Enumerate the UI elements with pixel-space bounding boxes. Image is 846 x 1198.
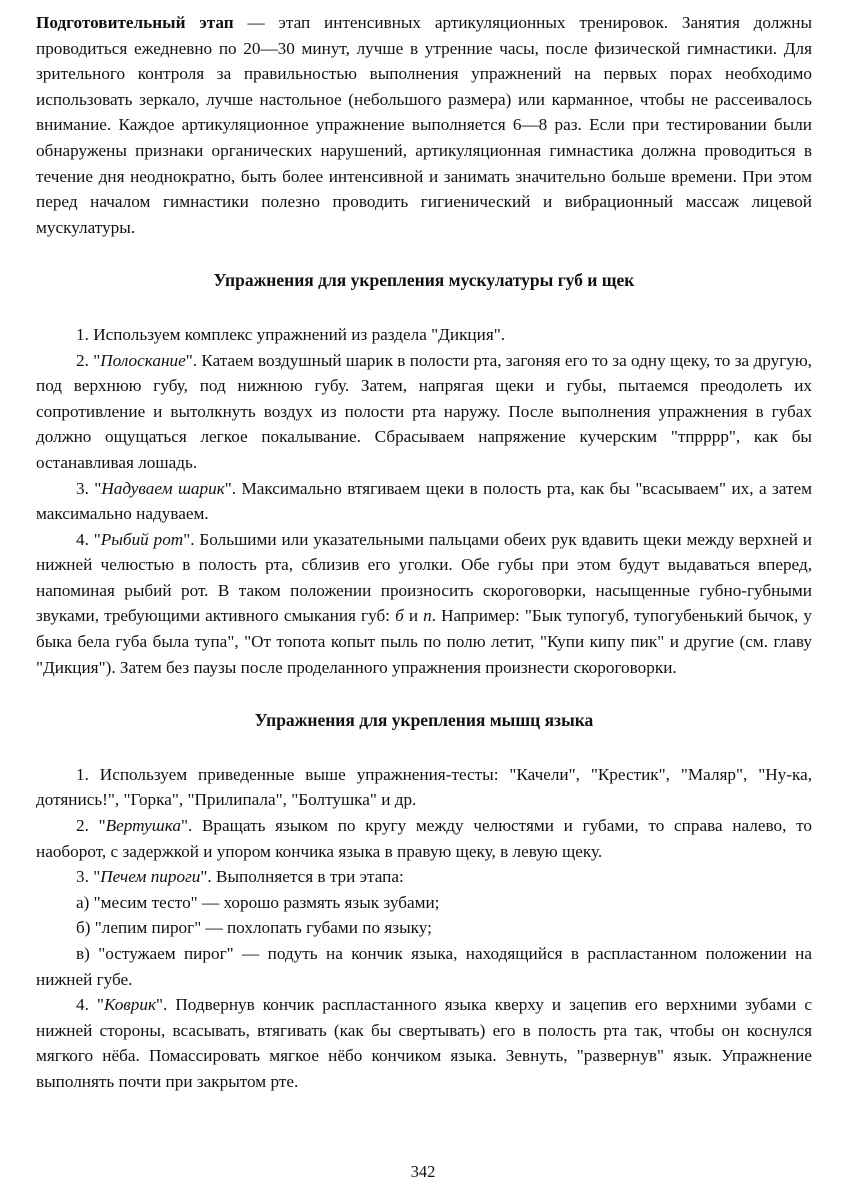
section-heading-tongue: Упражнения для укрепления мышц языка [254, 710, 594, 731]
exercise-title: Коврик [103, 995, 156, 1015]
lips-exercise-2 [36, 348, 812, 476]
lips-exercise-3 [36, 476, 812, 527]
letter-p: п [423, 606, 432, 626]
exercise-title: Надуваем шарик [101, 478, 225, 498]
exercise-title: Вертушка [105, 816, 181, 836]
exercise-description: ". Катаем воздушный шарик в полости рта, загоняя его то за одну щеку, то за другую, под верхнюю губу, под нижнюю губу. Затем, напрягая щеки и губы, пытаемся преодолеть их сопротивление и вытолкнуть воздух из полости рта наружу. После выполнения упражнения в губах должно ощущаться легкое покалывание. Сбрасываем напряжение кучерским "тпрррр", как бы останавливая лошадь. [36, 350, 812, 472]
exercise-description: ". Подвернув кончик распластанного языка кверху и зацепив его верхними зубами с нижней стороны, всасывать, втягивать (как бы свертывать) его в полость рта так, чтобы он коснулся мягкого нёба. Помассировать мягкое нёбо кончиком языка. Зевнуть, "развернув" язык. Упражнение выполнять почти при закрытом рте. [36, 995, 812, 1091]
letter-b: б [395, 606, 404, 626]
exercise-description: ". Выполняется в три этапа: [200, 867, 404, 887]
exercise-number: 4. " [76, 529, 101, 549]
tongue-exercise-3-stage-c: в) "остужаем пирог" — подуть на кончик языка, находящийся в распластанном положении на нижней губе. [36, 944, 812, 989]
page-number: 342 [410, 1162, 436, 1181]
lips-exercise-4 [36, 527, 812, 681]
section-heading-lips-cheeks: Упражнения для укрепления мускулатуры губ и щек [213, 270, 635, 291]
exercise-number: 4. " [76, 995, 104, 1015]
exercise-number: 3. " [76, 478, 102, 498]
tongue-exercise-3-stage-a: а) "месим тесто" — хорошо размять язык зубами; [76, 892, 440, 912]
exercise-title: Полоскание [100, 350, 186, 370]
exercise-description: ". Вращать языком по кругу между челюстями и губами, то справа налево, то наоборот, с задержкой и упором кончика языка в правую щеку, в левую щеку. [36, 816, 812, 861]
lips-exercise-1: 1. Используем комплекс упражнений из раздела "Дикция". [76, 324, 506, 344]
intro-text: — этап интенсивных артикуляционных тренировок. Занятия должны проводиться ежедневно по 20—30 минут, лучше в утренние часы, после физической гимнастики. Для зрительного контроля за правильностью выполнения упражнений на первых порах необходимо использовать зеркало, лучше настольное (небольшого размера) или карманное, чтобы не рассеивалось внимание. Каждое артикуляционное упражнение выполняется 6—8 раз. Если при тестировании были обнаружены признаки органических нарушений, артикуляционная гимнастика должна проводиться в течение дня неоднократно, быть более интенсивной и занимать значительно больше времени. При этом перед началом гимнастики полезно проводить гигиенический и вибрационный массаж лицевой мускулатуры. [36, 13, 812, 237]
tongue-exercise-3-stage-b: б) "лепим пирог" — похлопать губами по языку; [76, 918, 432, 938]
intro-paragraph [36, 10, 812, 240]
exercise-description-cont: . Например: "Бык тупогуб, тупогубенький бычок, у быка бела губа была тупа", "От топота копыт пыль по полю летит, "Купи кипу пик" и другие (см. главу "Дикция"). Затем без паузы после проделанного упражнения произнести скороговорки. [36, 606, 812, 677]
exercise-title: Печем пироги [100, 867, 201, 887]
exercise-number: 3. " [76, 867, 101, 887]
exercise-description: ". Максимально втягиваем щеки в полость рта, как бы "всасываем" их, а затем максимально надуваем. [36, 478, 812, 524]
exercise-number: 2. " [76, 816, 106, 836]
exercise-title: Рыбий рот [100, 529, 184, 549]
page-content [36, 10, 812, 1095]
exercise-description: ". Большими или указательными пальцами обеих рук вдавить щеки между верхней и нижней челюстью в полость рта, сблизив его уголки. Обе губы при этом будут выдаваться вперед, напоминая рыбий рот. В таком положении произносить скороговорки, насыщенные губно-губными звуками, требующими активного смыкания губ: [36, 529, 812, 626]
conjunction: и [403, 606, 424, 626]
tongue-exercise-2 [36, 813, 812, 864]
tongue-exercise-4 [36, 992, 812, 1094]
tongue-exercise-1: 1. Используем приведенные выше упражнения-тесты: "Качели", "Крестик", "Маляр", "Ну-ка, дотянись!", "Горка", "Прилипала", "Болтушка" и др. [36, 764, 812, 810]
intro-lead-term: Подготовительный этап [36, 13, 234, 32]
exercise-number: 2. " [76, 350, 101, 370]
tongue-exercise-3 [36, 864, 812, 890]
